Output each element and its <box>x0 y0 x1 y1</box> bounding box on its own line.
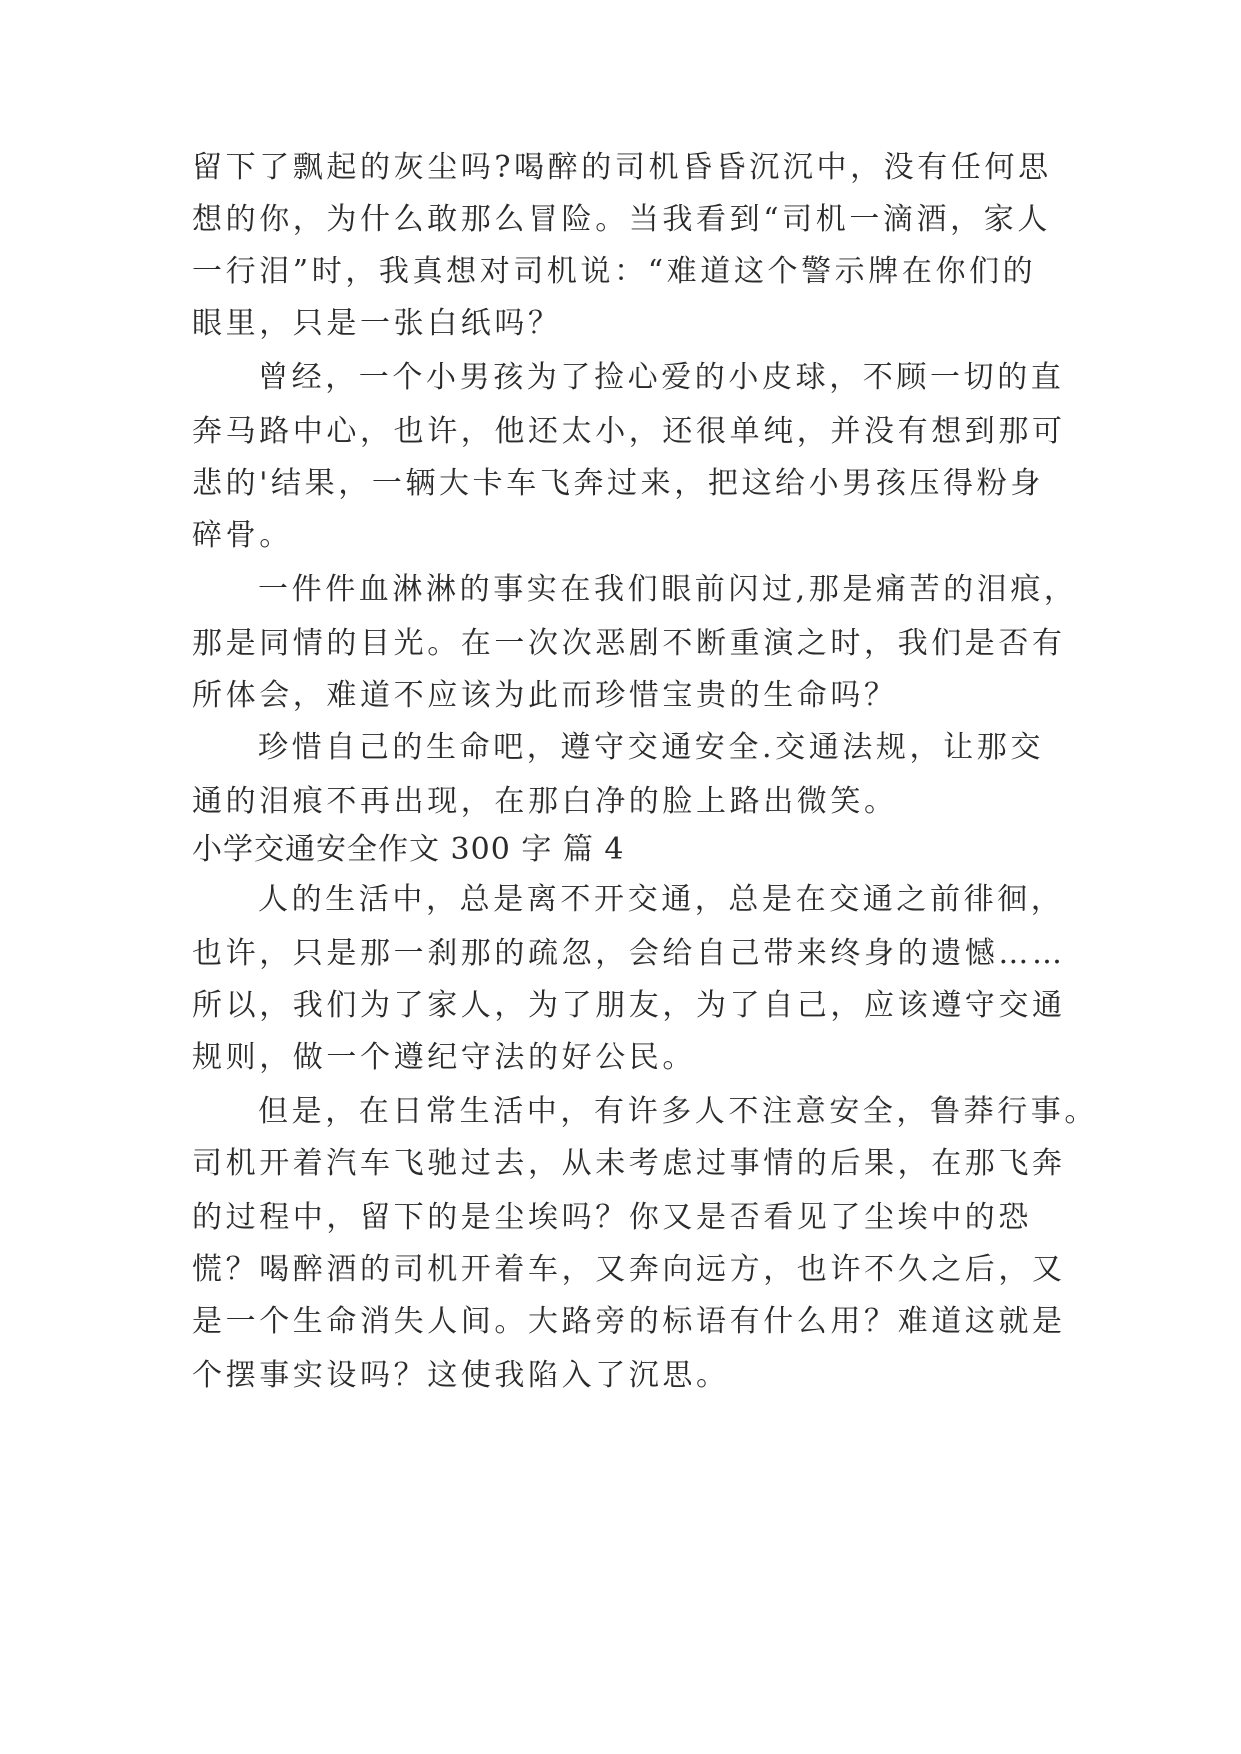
text-line: 也许，只是那一刹那的疏忽，会给自己带来终身的遗憾…… <box>192 936 1066 971</box>
text-line: 一行泪”时，我真想对司机说：“难道这个警示牌在你们的 <box>192 254 1037 289</box>
text-line: 那是同情的目光。在一次次恶剧不断重演之时，我们是否有 <box>192 626 1066 661</box>
text-line: 留下了飘起的灰尘吗?喝醉的司机昏昏沉沉中，没有任何思 <box>192 150 1052 185</box>
paragraph-start-line: 但是，在日常生活中，有许多人不注意安全，鲁莽行事。 <box>258 1094 1098 1129</box>
text-line: 所体会，难道不应该为此而珍惜宝贵的生命吗？ <box>192 678 898 713</box>
paragraph-start-line: 曾经，一个小男孩为了捡心爱的小皮球，不顾一切的直 <box>258 360 1065 395</box>
text-line: 所以，我们为了家人，为了朋友，为了自己，应该遵守交通 <box>192 988 1066 1023</box>
paragraph-start-line: 人的生活中，总是离不开交通，总是在交通之前徘徊， <box>258 882 1065 917</box>
text-line: 悲的'结果，一辆大卡车飞奔过来，把这给小男孩压得粉身 <box>192 466 1044 501</box>
section-heading: 小学交通安全作文 300 字 篇 4 <box>192 832 625 867</box>
text-line: 规则，做一个遵纪守法的好公民。 <box>192 1040 696 1075</box>
text-line: 碎骨。 <box>192 518 293 553</box>
text-line: 个摆事实设吗？这使我陷入了沉思。 <box>192 1358 730 1393</box>
text-line: 通的泪痕不再出现，在那白净的脸上路出微笑。 <box>192 784 898 819</box>
text-line: 眼里，只是一张白纸吗？ <box>192 306 562 341</box>
text-line: 的过程中，留下的是尘埃吗？你又是否看见了尘埃中的恐 <box>192 1200 1032 1235</box>
text-line: 司机开着汽车飞驰过去，从未考虑过事情的后果，在那飞奔 <box>192 1146 1066 1181</box>
paragraph-start-line: 一件件血淋淋的事实在我们眼前闪过,那是痛苦的泪痕， <box>258 572 1078 607</box>
paragraph-start-line: 珍惜自己的生命吧，遵守交通安全.交通法规，让那交 <box>258 730 1044 765</box>
text-line: 想的你，为什么敢那么冒险。当我看到“司机一滴酒，家人 <box>192 202 1051 237</box>
text-line: 奔马路中心，也许，他还太小，还很单纯，并没有想到那可 <box>192 414 1066 449</box>
text-line: 慌？喝醉酒的司机开着车，又奔向远方，也许不久之后，又 <box>192 1252 1066 1287</box>
text-line: 是一个生命消失人间。大路旁的标语有什么用？难道这就是 <box>192 1304 1066 1339</box>
